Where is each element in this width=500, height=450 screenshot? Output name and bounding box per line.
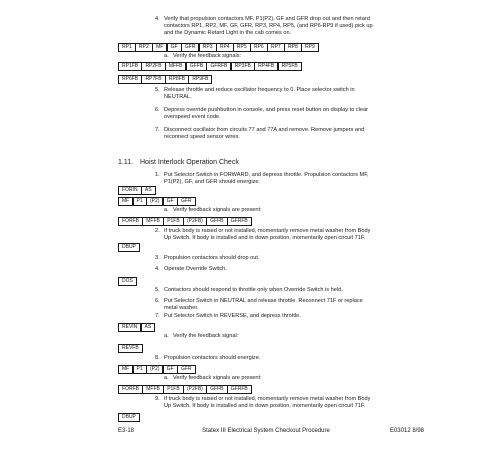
sub-step-letter: a. <box>164 375 169 381</box>
signal-box: MFFB <box>165 62 187 71</box>
footer-title: Statex III Electrical System Checkout Procedure <box>202 428 330 434</box>
section-title: Hoist Interlock Operation Check <box>140 159 239 166</box>
signal-box: P1 <box>133 365 147 374</box>
step-number: 7. <box>155 313 160 319</box>
signal-box: GFRFB <box>206 62 231 71</box>
step-number: 4. <box>155 16 160 22</box>
step-item <box>155 172 377 186</box>
signal-box: MF <box>152 43 167 52</box>
signal-box-row <box>118 75 212 83</box>
step-item <box>155 355 377 362</box>
step-number: 6. <box>155 298 160 304</box>
sub-step <box>164 333 374 340</box>
signal-box: RP3 <box>199 43 217 52</box>
signal-box: RP9 <box>301 43 319 52</box>
sub-step-letter: a. <box>164 207 169 213</box>
signal-box: RP4 <box>216 43 234 52</box>
signal-box: GFRFB <box>227 217 252 226</box>
signal-box: (P2FB) <box>183 217 207 226</box>
step-number: 5. <box>155 287 160 293</box>
signal-box-row <box>118 186 156 194</box>
step-item <box>155 313 377 320</box>
signal-box: RP8 <box>284 43 302 52</box>
signal-box: P1FB <box>163 217 184 226</box>
step-text: Propulsion contactors should drop out. <box>164 255 260 261</box>
signal-box-row <box>118 344 143 352</box>
signal-box: FORIN <box>118 186 142 195</box>
signal-box: RP5 <box>233 43 251 52</box>
section-heading <box>118 159 239 167</box>
sub-step-text: Verify the feedback signal: <box>173 333 239 339</box>
signal-box: RP3FB <box>231 62 255 71</box>
step-item <box>155 266 377 273</box>
signal-box: FORFB <box>118 217 143 226</box>
step-number: 5. <box>155 87 160 93</box>
step-text: Put Selector Switch in REVERSE, and depress throttle. <box>164 313 301 319</box>
signal-box-row <box>118 197 196 205</box>
step-text: Depress override pushbutton in console, and press reset button on display to clear overspeed event code. <box>164 107 368 120</box>
step-number: 6. <box>155 107 160 113</box>
step-item <box>155 287 377 294</box>
signal-box: MF <box>118 197 133 206</box>
signal-box: P1FB <box>163 385 184 394</box>
signal-box: MFFB <box>142 385 164 394</box>
signal-box: RP2FB <box>141 62 165 71</box>
signal-box: GFR <box>181 43 200 52</box>
signal-box: MFFB <box>142 217 164 226</box>
signal-box: GFFB <box>206 385 227 394</box>
signal-box-row <box>118 243 140 251</box>
signal-box: GF <box>163 197 178 206</box>
sub-step <box>164 207 374 214</box>
step-text: Put Selector Switch in NEUTRAL and release throttle. Reconnect 71F or replace metal washer. <box>164 298 363 311</box>
step-item <box>155 87 377 101</box>
step-number: 9. <box>155 396 160 402</box>
signal-box: (P2) <box>146 197 163 206</box>
signal-box-row <box>118 62 302 70</box>
signal-box: AS <box>141 186 156 195</box>
step-text: Put Selector Switch in FORWARD, and depress throttle. Propulsion contactors MF, P1(P2), GF, and GFR should energize. <box>164 172 369 185</box>
signal-box: (P2) <box>146 365 163 374</box>
signal-box: DOS <box>118 277 137 286</box>
step-item <box>155 255 377 262</box>
step-text: Verify that propulsion contactors MF, P1(P2), GF and GFR drop out and then retard contactors RP1, RP2, MF, GF, GFR, RP3, RP4, RP5, (and RP6-RP9 if used) pick up and the Dynamic Retard Light in the cab comes on. <box>164 16 373 36</box>
signal-box: GF <box>163 365 178 374</box>
step-text: Contactors should respond to throttle only when Override Switch is held. <box>164 287 343 293</box>
signal-box: P1 <box>133 197 147 206</box>
sub-step-letter: a. <box>164 53 169 59</box>
signal-box: DBUP <box>118 243 140 252</box>
step-item <box>155 228 377 242</box>
sub-step <box>164 375 374 382</box>
signal-box: RP8FB <box>165 75 189 84</box>
signal-box: FORFB <box>118 385 143 394</box>
step-number: 7. <box>155 127 160 133</box>
signal-box-row <box>118 217 252 225</box>
step-text: Release throttle and reduce oscillator frequency to 0. Place selector switch in NEUTRAL. <box>164 87 355 100</box>
signal-box: RP6FB <box>118 75 142 84</box>
signal-box: RP7 <box>267 43 285 52</box>
signal-box-row <box>118 277 137 285</box>
step-text: Propulsion contactors should energize. <box>164 355 261 361</box>
sub-step-text: Verify the feedback signals: <box>173 53 242 59</box>
signal-box: GFR <box>177 197 196 206</box>
signal-box: RP1 <box>118 43 136 52</box>
step-item <box>155 16 377 37</box>
sub-step-letter: a. <box>164 333 169 339</box>
sub-step-text: Verify feedback signals are present: <box>173 207 262 213</box>
step-text: If truck body is raised or not installed, momentarily remove metal washer from Body Up Switch. If body is installed and in down position, momentarily open circuit 71F. <box>164 228 371 241</box>
section-number: 1.11. <box>118 159 134 166</box>
signal-box-row <box>118 365 196 373</box>
step-item <box>155 127 377 141</box>
footer-page-number: E3-18 <box>118 428 135 434</box>
step-number: 1. <box>155 172 160 178</box>
signal-box: RP1FB <box>118 62 142 71</box>
signal-box: RP6 <box>250 43 268 52</box>
signal-box: RP5FB <box>278 62 302 71</box>
signal-box: DBUP <box>118 413 140 422</box>
step-item <box>155 298 377 312</box>
signal-box: GFFB <box>186 62 207 71</box>
step-item <box>155 396 377 410</box>
signal-box: AS <box>141 323 156 332</box>
signal-box-row <box>118 385 252 393</box>
step-text: Operate Override Switch. <box>164 266 227 272</box>
signal-box-row <box>118 323 155 331</box>
signal-box: RP9FB <box>188 75 212 84</box>
signal-box: MF <box>118 365 133 374</box>
signal-box: (P2FB) <box>183 385 207 394</box>
step-item <box>155 107 377 121</box>
signal-box: GF <box>167 43 182 52</box>
signal-box: RP2 <box>135 43 153 52</box>
step-text: If truck body is raised or not installed, momentarily remove metal washer from Body Up Switch. If body is installed and in down position, momentarily open circuit 71F. <box>164 396 371 409</box>
signal-box: GFRFB <box>227 385 252 394</box>
step-number: 3. <box>155 255 160 261</box>
step-number: 2. <box>155 228 160 234</box>
signal-box: GFFB <box>206 217 227 226</box>
step-text: Disconnect oscillator from circuits 77 and 77A and remove. Remove jumpers and reconnect speed sensor wires. <box>164 127 365 140</box>
footer-doc-code: E03012 8/98 <box>389 428 424 434</box>
signal-box-row <box>118 43 319 51</box>
step-number: 4. <box>155 266 160 272</box>
sub-step <box>164 53 374 60</box>
signal-box: GFR <box>177 365 196 374</box>
signal-box: RP4FB <box>254 62 278 71</box>
signal-box: REVFB <box>118 344 143 353</box>
signal-box: REVIN <box>118 323 141 332</box>
step-number: 8. <box>155 355 160 361</box>
signal-box: RP7FB <box>141 75 165 84</box>
sub-step-text: Verify feedback signals are present: <box>173 375 262 381</box>
signal-box-row <box>118 413 140 421</box>
